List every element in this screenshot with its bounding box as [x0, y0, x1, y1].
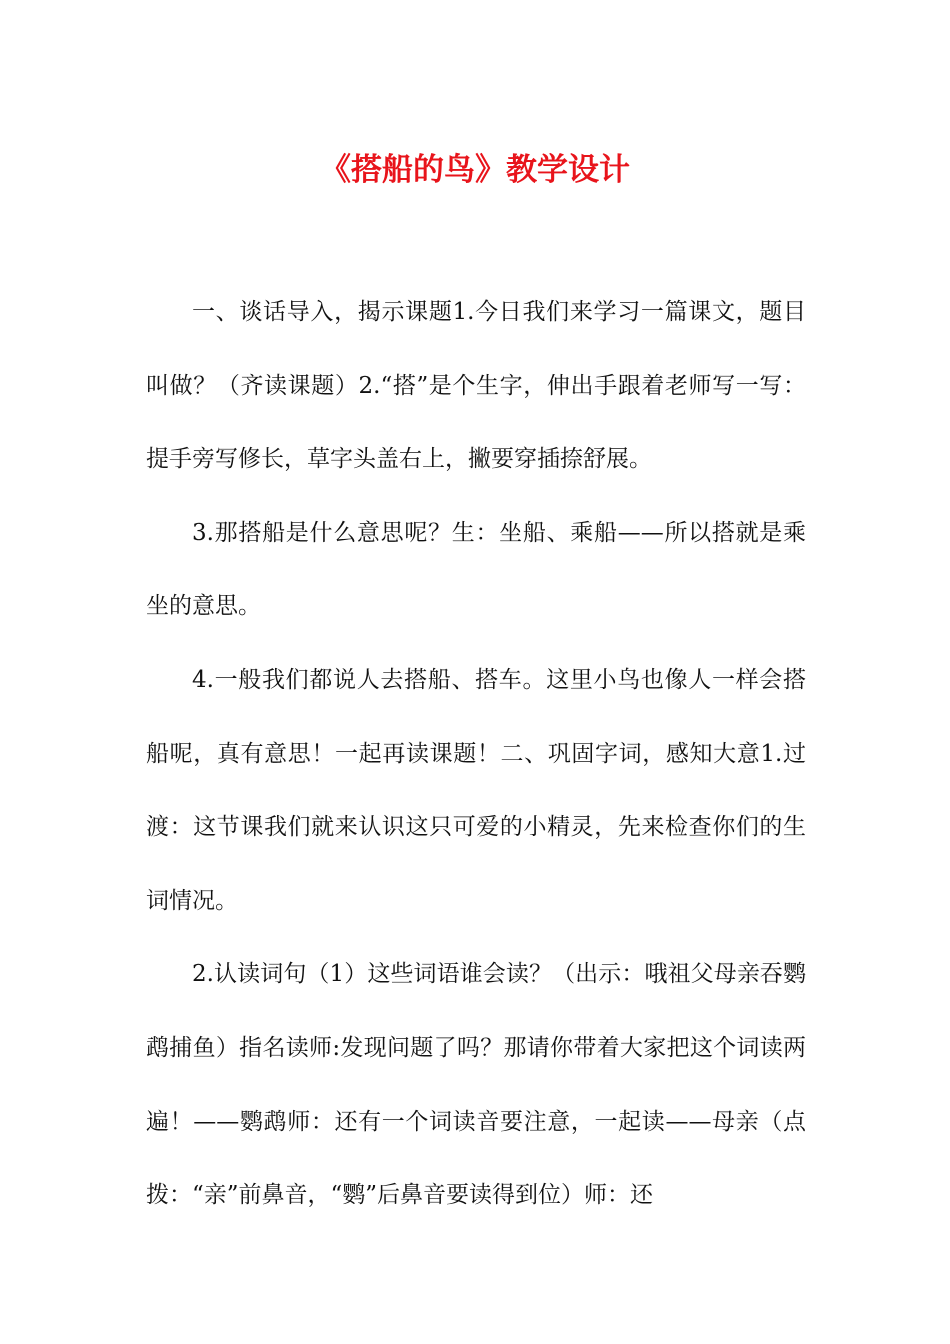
paragraph-1: 一、谈话导入，揭示课题1.今日我们来学习一篇课文，题目叫做？（齐读课题）2.“搭”是个生字，伸出手跟着老师写一写：提手旁写修长，草字头盖右上，撇要穿插捺舒展。	[146, 299, 806, 473]
paragraph-4: 2.认读词句（1）这些词语谁会读？（出示：哦祖父母亲吞鹦鹉捕鱼）指名读师:发现问题了吗？那请你带着大家把这个词读两遍！——鹦鹉师：还有一个词读音要注意，一起读——母亲（点拨：“亲”前鼻音，“鹦”后鼻音要读得到位）师：还	[146, 961, 806, 1209]
paragraph-3: 4.一般我们都说人去搭船、搭车。这里小鸟也像人一样会搭船呢，真有意思！一起再读课题！二、巩固字词，感知大意1.过渡：这节课我们就来认识这只可爱的小精灵，先来检查你们的生词情况。	[146, 666, 806, 914]
document-title: 《搭船的鸟》教学设计	[320, 152, 630, 188]
paragraph-2: 3.那搭船是什么意思呢？生：坐船、乘船——所以搭就是乘坐的意思。	[146, 519, 806, 620]
document-body	[146, 276, 806, 1233]
